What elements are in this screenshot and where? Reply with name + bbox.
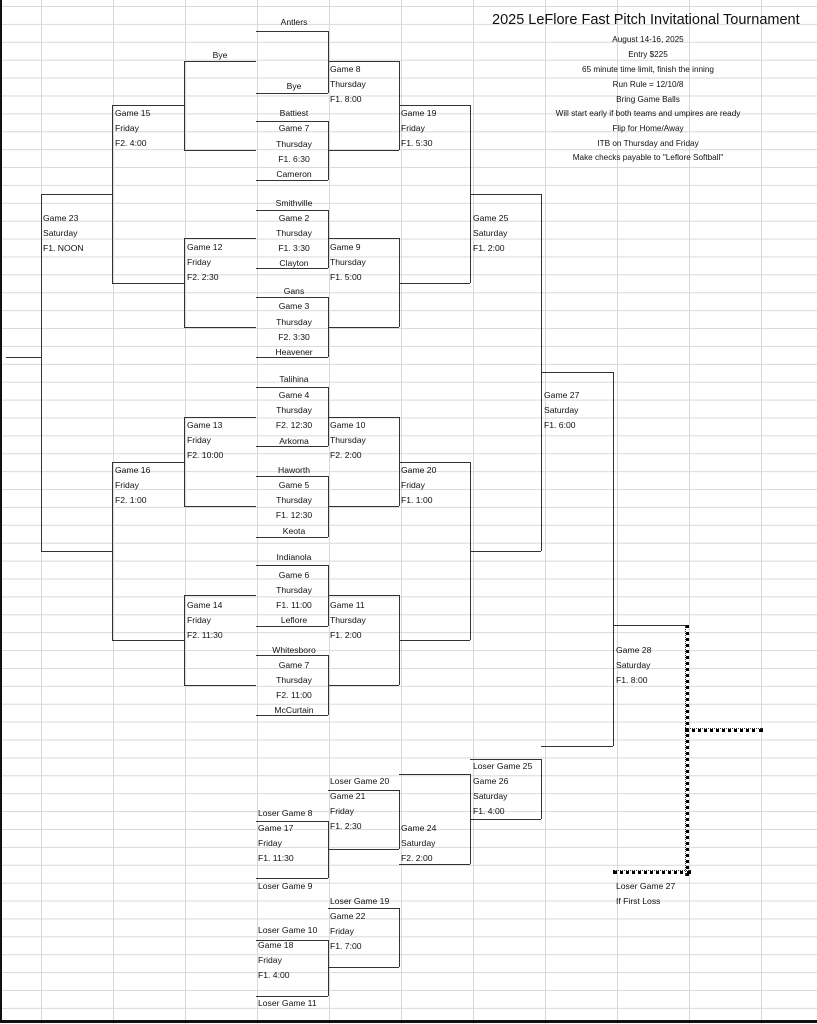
g22-label: Loser Game 19 [330, 896, 390, 906]
g28-label: Saturday [616, 660, 651, 670]
bracket-line [685, 728, 763, 732]
g18-label: Loser Game 10 [258, 925, 318, 935]
team-or-game-label: Thursday [276, 405, 312, 415]
team-or-game-label: F1. 6:30 [278, 154, 310, 164]
bracket-line [328, 61, 399, 62]
bracket-line [112, 105, 113, 283]
g18-label: F1. 4:00 [258, 970, 290, 980]
team-or-game-label: Game 6 [278, 570, 310, 580]
g13-label: Friday [187, 435, 211, 445]
team-or-game-label: Game 2 [278, 213, 310, 223]
bracket-line [328, 685, 399, 686]
bracket-line [613, 372, 614, 746]
info-line: Entry $225 [628, 50, 668, 59]
g28-label: F1. 8:00 [616, 675, 648, 685]
team-or-game-label: Clayton [279, 258, 309, 268]
info-line: Run Rule = 12/10/8 [612, 80, 684, 89]
team-or-game-label: F1. 11:00 [276, 600, 312, 610]
g18-label: Friday [258, 955, 282, 965]
g22-label: Friday [330, 926, 354, 936]
g9-label: F1. 5:00 [330, 272, 362, 282]
team-or-game-label: Game 7 [278, 660, 310, 670]
g11-label: Thursday [330, 615, 366, 625]
g10-label: Game 10 [330, 420, 366, 430]
bracket-line [184, 61, 256, 62]
info-line: Will start early if both teams and umpires are ready [555, 109, 741, 118]
g25-label: Saturday [473, 228, 508, 238]
g24-label: Saturday [401, 838, 436, 848]
bracket-line [184, 685, 256, 686]
bracket-line [328, 238, 399, 239]
team-or-game-label: Keota [282, 526, 306, 536]
team-or-game-label: Game 3 [278, 301, 310, 311]
bracket-line [256, 387, 328, 388]
team-or-game-label: Game 7 [278, 123, 310, 133]
loser-label: Loser Game 9 [258, 881, 313, 891]
bracket-line [613, 625, 685, 626]
bracket-line [399, 283, 470, 284]
g23-label: F1. NOON [43, 243, 84, 253]
bracket-line [112, 283, 184, 284]
bracket-line [184, 417, 185, 506]
bracket-line [112, 105, 184, 106]
g12-label: Game 12 [187, 242, 223, 252]
team-or-game-label: Thursday [276, 675, 312, 685]
team-or-game-label: Thursday [276, 495, 312, 505]
team-or-game-label: Battiest [279, 108, 309, 118]
g25-label: F1. 2:00 [473, 243, 505, 253]
g23-label: Game 23 [43, 213, 79, 223]
bracket-line [256, 476, 328, 477]
bracket-line [328, 327, 399, 328]
info-line: 65 minute time limit, finish the inning [582, 65, 714, 74]
team-or-game-label: F1. 12:30 [275, 510, 313, 520]
g10-label: F2. 2:00 [330, 450, 362, 460]
bracket-line [112, 640, 184, 641]
g26-label: Loser Game 25 [473, 761, 533, 771]
info-line: August 14-16, 2025 [612, 35, 684, 44]
g11-label: F1. 2:00 [330, 630, 362, 640]
g16-label: F2. 1:00 [115, 495, 147, 505]
team-or-game-label: F2. 3:30 [278, 332, 310, 342]
team-or-game-label: F2. 11:00 [276, 690, 312, 700]
bracket-line [470, 551, 541, 552]
g17-label: Loser Game 8 [258, 808, 313, 818]
team-or-game-label: F1. 3:30 [278, 243, 310, 253]
team-or-game-label: Antlers [280, 17, 308, 27]
g27-label: F1. 6:00 [544, 420, 576, 430]
g15-label: Friday [115, 123, 139, 133]
team-or-game-label: McCurtain [274, 705, 314, 715]
g16-label: Game 16 [115, 465, 151, 475]
g24-label: Game 24 [401, 823, 437, 833]
bracket-line [256, 31, 328, 32]
info-line: Flip for Home/Away [612, 124, 684, 133]
g27-label: Game 27 [544, 390, 580, 400]
bracket-line [470, 194, 541, 195]
bracket-line [184, 595, 256, 596]
bracket-line [184, 595, 185, 685]
g26-label: F1. 4:00 [473, 806, 505, 816]
g26-label: Game 26 [473, 776, 509, 786]
g8-label: Game 8 [330, 64, 361, 74]
g10-label: Thursday [330, 435, 366, 445]
bracket-line [328, 150, 399, 151]
g22-label: Game 22 [330, 911, 366, 921]
tournament-title: 2025 LeFlore Fast Pitch Invitational Tournament [492, 12, 800, 28]
bracket-line [41, 551, 112, 552]
g16-label: Friday [115, 480, 139, 490]
g14-label: Friday [187, 615, 211, 625]
bracket-line [541, 372, 613, 373]
bracket-line [328, 940, 329, 996]
g25-label: Game 25 [473, 213, 509, 223]
info-line: ITB on Thursday and Friday [597, 139, 699, 148]
g13-label: F2. 10:00 [187, 450, 224, 460]
loser-label: Loser Game 11 [258, 998, 317, 1008]
team-or-game-label: Haworth [278, 465, 310, 475]
bracket-line [112, 462, 184, 463]
team-or-game-label: Thursday [276, 585, 312, 595]
bracket-line [256, 878, 328, 879]
g15-label: Game 15 [115, 108, 151, 118]
team-or-game-label: Heavener [275, 347, 313, 357]
bracket-line [541, 759, 542, 819]
g21-label: Game 21 [330, 791, 366, 801]
g20-label: Friday [401, 480, 425, 490]
bracket-line [184, 417, 256, 418]
g11-label: Game 11 [330, 600, 365, 610]
team-or-game-label: Whitesboro [272, 645, 316, 655]
team-or-game-label: Smithville [275, 198, 313, 208]
bracket-line [256, 626, 328, 627]
bracket-line [256, 121, 328, 122]
bracket-line [470, 819, 541, 820]
l27-label: Loser Game 27 [616, 881, 676, 891]
bracket-line [41, 194, 42, 551]
bracket-line [184, 61, 185, 150]
bracket-line [256, 821, 328, 822]
team-or-game-label: Thursday [276, 139, 312, 149]
g27-label: Saturday [544, 405, 579, 415]
bracket-line [399, 908, 400, 967]
g20-label: Game 20 [401, 465, 437, 475]
info-line: Make checks payable to "Leflore Softball" [572, 153, 724, 162]
bracket-line [613, 870, 691, 874]
bracket-line [256, 93, 328, 94]
bye-label: Bye [212, 50, 228, 60]
g12-label: Friday [187, 257, 211, 267]
g19-label: Game 19 [401, 108, 437, 118]
g21-label: F1. 2:30 [330, 821, 362, 831]
g24-label: F2. 2:00 [401, 853, 433, 863]
g9-label: Game 9 [330, 242, 361, 252]
team-or-game-label: Gans [283, 286, 305, 296]
g19-label: F1. 5:30 [401, 138, 433, 148]
g15-label: F2. 4:00 [115, 138, 147, 148]
g18-label: Game 18 [258, 940, 294, 950]
bracket-line [184, 238, 185, 327]
g17-label: Game 17 [258, 823, 294, 833]
g17-label: Friday [258, 838, 282, 848]
bracket-line [256, 210, 328, 211]
bracket-line [184, 150, 256, 151]
bracket-line [541, 746, 613, 747]
g19-label: Friday [401, 123, 425, 133]
info-line: Bring Game Balls [616, 95, 680, 104]
g22-label: F1. 7:00 [330, 941, 362, 951]
team-or-game-label: Cameron [276, 169, 312, 179]
g17-label: F1. 11:30 [258, 853, 294, 863]
g12-label: F2. 2:30 [187, 272, 219, 282]
team-or-game-label: Game 5 [278, 480, 310, 490]
team-or-game-label: Arkoma [279, 436, 309, 446]
bracket-line [399, 774, 470, 775]
g21-label: Friday [330, 806, 354, 816]
team-or-game-label: Leflore [280, 615, 308, 625]
bracket-line [256, 537, 328, 538]
bracket-line [328, 967, 399, 968]
bracket-line [328, 506, 399, 507]
l27-label: If First Loss [616, 896, 661, 906]
bracket-line [256, 996, 328, 997]
g13-label: Game 13 [187, 420, 223, 430]
bracket-line [184, 327, 256, 328]
bracket-line [41, 194, 112, 195]
bracket-line [399, 462, 470, 463]
bracket-line [328, 908, 399, 909]
g9-label: Thursday [330, 257, 366, 267]
bracket-line [685, 625, 689, 876]
bracket-line [112, 462, 113, 640]
bracket-line [399, 105, 470, 106]
bracket-line [184, 506, 256, 507]
team-or-game-label: Thursday [276, 228, 312, 238]
team-or-game-label: F2. 12:30 [275, 420, 313, 430]
team-or-game-label: Talihina [279, 374, 309, 384]
bracket-line [328, 595, 399, 596]
g20-label: F1. 1:00 [401, 495, 433, 505]
bracket-line [256, 565, 328, 566]
bracket-line [328, 849, 399, 850]
g28-label: Game 28 [616, 645, 652, 655]
team-or-game-label: Indianola [276, 552, 312, 562]
g14-label: F2. 11:30 [187, 630, 223, 640]
team-or-game-label: Game 4 [278, 390, 310, 400]
g8-label: Thursday [330, 79, 366, 89]
g23-label: Saturday [43, 228, 78, 238]
bracket-line [399, 640, 470, 641]
g8-label: F1. 8:00 [330, 94, 362, 104]
bracket-line [399, 790, 400, 849]
bracket-line [328, 417, 399, 418]
team-or-game-label: Bye [286, 81, 302, 91]
bracket-line [256, 180, 328, 181]
g14-label: Game 14 [187, 600, 223, 610]
bracket-line [470, 759, 541, 760]
team-or-game-label: Thursday [276, 317, 312, 327]
bracket-line [399, 864, 470, 865]
bracket-line [256, 297, 328, 298]
g26-label: Saturday [473, 791, 508, 801]
bracket-line [184, 238, 256, 239]
bracket-line [6, 357, 41, 358]
g21-label: Loser Game 20 [330, 776, 390, 786]
